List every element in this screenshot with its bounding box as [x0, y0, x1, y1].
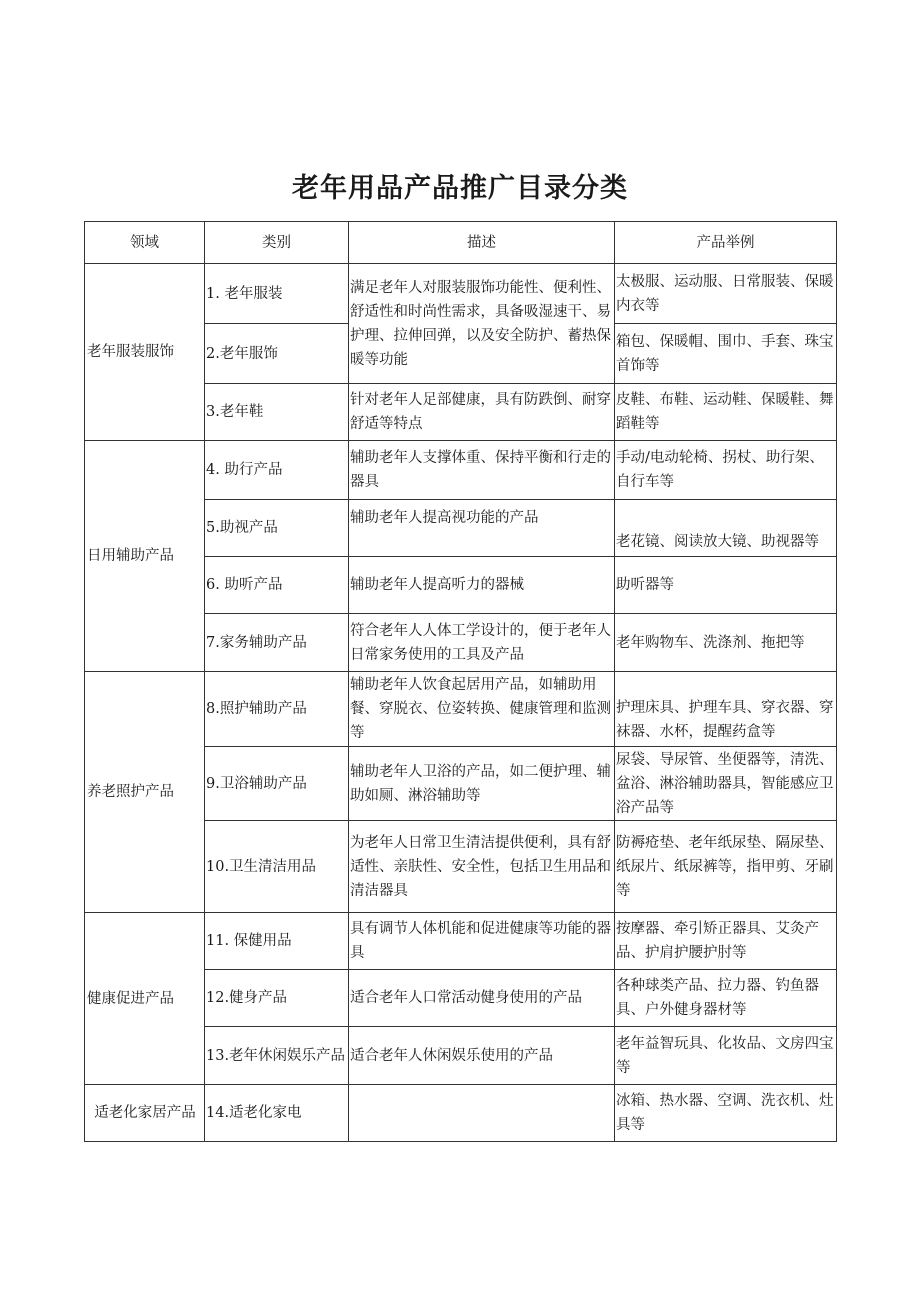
description-cell: 辅助老年人提高听力的器械 [349, 557, 615, 614]
header-domain: 领域 [85, 222, 205, 264]
category-cell: 11. 保健用品 [205, 913, 349, 970]
category-cell: 14.适老化家电 [205, 1085, 349, 1142]
examples-cell: 按摩器、牵引矫正器具、艾灸产品、护肩护腰护肘等 [615, 913, 837, 970]
description-cell: 辅助老年人支撑体重、保持平衡和行走的器具 [349, 441, 615, 500]
table-row [85, 672, 837, 747]
category-cell: 9.卫浴辅助产品 [205, 747, 349, 821]
examples-cell: 助听器等 [615, 557, 837, 614]
description-cell [349, 1085, 615, 1142]
examples-cell: 护理床具、护理车具、穿衣器、穿袜器、水杯，提醒药盒等 [615, 672, 837, 747]
catalog-table [84, 221, 837, 1142]
table-row [85, 441, 837, 500]
description-cell: 辅助老年人提高视功能的产品 [349, 500, 615, 557]
examples-cell: 老花镜、阅读放大镜、助视器等 [615, 500, 837, 557]
category-cell: 8.照护辅助产品 [205, 672, 349, 747]
category-cell: 3.老年鞋 [205, 384, 349, 441]
description-cell: 为老年人日常卫生清洁提供便利，具有舒适性、亲肤性、安全性，包括卫生用品和清洁器具 [349, 821, 615, 913]
category-cell: 6. 助听产品 [205, 557, 349, 614]
category-cell: 13.老年休闲娱乐产品 [205, 1027, 349, 1085]
description-cell: 针对老年人足部健康，具有防跌倒、耐穿舒适等特点 [349, 384, 615, 441]
table-row [85, 264, 837, 324]
category-cell: 1. 老年服装 [205, 264, 349, 324]
description-cell: 具有调节人体机能和促进健康等功能的器具 [349, 913, 615, 970]
domain-cell: 适老化家居产品 [85, 1085, 205, 1142]
page-title: 老年用品产品推广目录分类 [292, 173, 628, 204]
domain-cell: 老年服装服饰 [85, 264, 205, 441]
header-row [85, 222, 837, 264]
examples-cell: 老年购物车、洗涤剂、拖把等 [615, 614, 837, 672]
examples-cell: 老年益智玩具、化妆品、文房四宝等 [615, 1027, 837, 1085]
description-cell: 符合老年人人体工学设计的，便于老年人日常家务使用的工具及产品 [349, 614, 615, 672]
examples-cell: 手动/电动轮椅、拐杖、助行架、自行车等 [615, 441, 837, 500]
category-cell: 4. 助行产品 [205, 441, 349, 500]
header-category: 类别 [205, 222, 349, 264]
examples-cell: 冰箱、热水器、空调、洗衣机、灶具等 [615, 1085, 837, 1142]
examples-cell: 太极服、运动服、日常服装、保暖内衣等 [615, 264, 837, 324]
category-cell: 7.家务辅助产品 [205, 614, 349, 672]
examples-cell: 尿袋、导尿管、坐便器等，清洗、盆浴、淋浴辅助器具，智能感应卫浴产品等 [615, 747, 837, 821]
description-cell: 适合老年人口常活动健身使用的产品 [349, 970, 615, 1027]
examples-cell: 各种球类产品、拉力器、钓鱼器具、户外健身器材等 [615, 970, 837, 1027]
category-cell: 5.助视产品 [205, 500, 349, 557]
description-cell: 满足老年人对服装服饰功能性、便利性、舒适性和时尚性需求，具备吸湿速干、易护理、拉伸回弹，以及安全防护、蓄热保暖等功能 [349, 264, 615, 384]
description-cell: 辅助老年人饮食起居用产品，如辅助用餐、穿脱衣、位姿转换、健康管理和监测等 [349, 672, 615, 747]
table-row [85, 913, 837, 970]
category-cell: 2.老年服饰 [205, 324, 349, 384]
description-cell: 辅助老年人卫浴的产品，如二便护理、辅助如厕、淋浴辅助等 [349, 747, 615, 821]
table-row [85, 1085, 837, 1142]
description-cell: 适合老年人休闲娱乐使用的产品 [349, 1027, 615, 1085]
examples-cell: 箱包、保暖帽、围巾、手套、珠宝首饰等 [615, 324, 837, 384]
examples-cell: 皮鞋、布鞋、运动鞋、保暖鞋、舞蹈鞋等 [615, 384, 837, 441]
header-description: 描述 [349, 222, 615, 264]
header-examples: 产品举例 [615, 222, 837, 264]
category-cell: 10.卫生清洁用品 [205, 821, 349, 913]
domain-cell: 日用辅助产品 [85, 441, 205, 672]
examples-cell: 防褥疮垫、老年纸尿垫、隔尿垫、纸尿片、纸尿裤等，指甲剪、牙刷等 [615, 821, 837, 913]
category-cell: 12.健身产品 [205, 970, 349, 1027]
domain-cell: 健康促进产品 [85, 913, 205, 1085]
domain-cell: 养老照护产品 [85, 672, 205, 913]
